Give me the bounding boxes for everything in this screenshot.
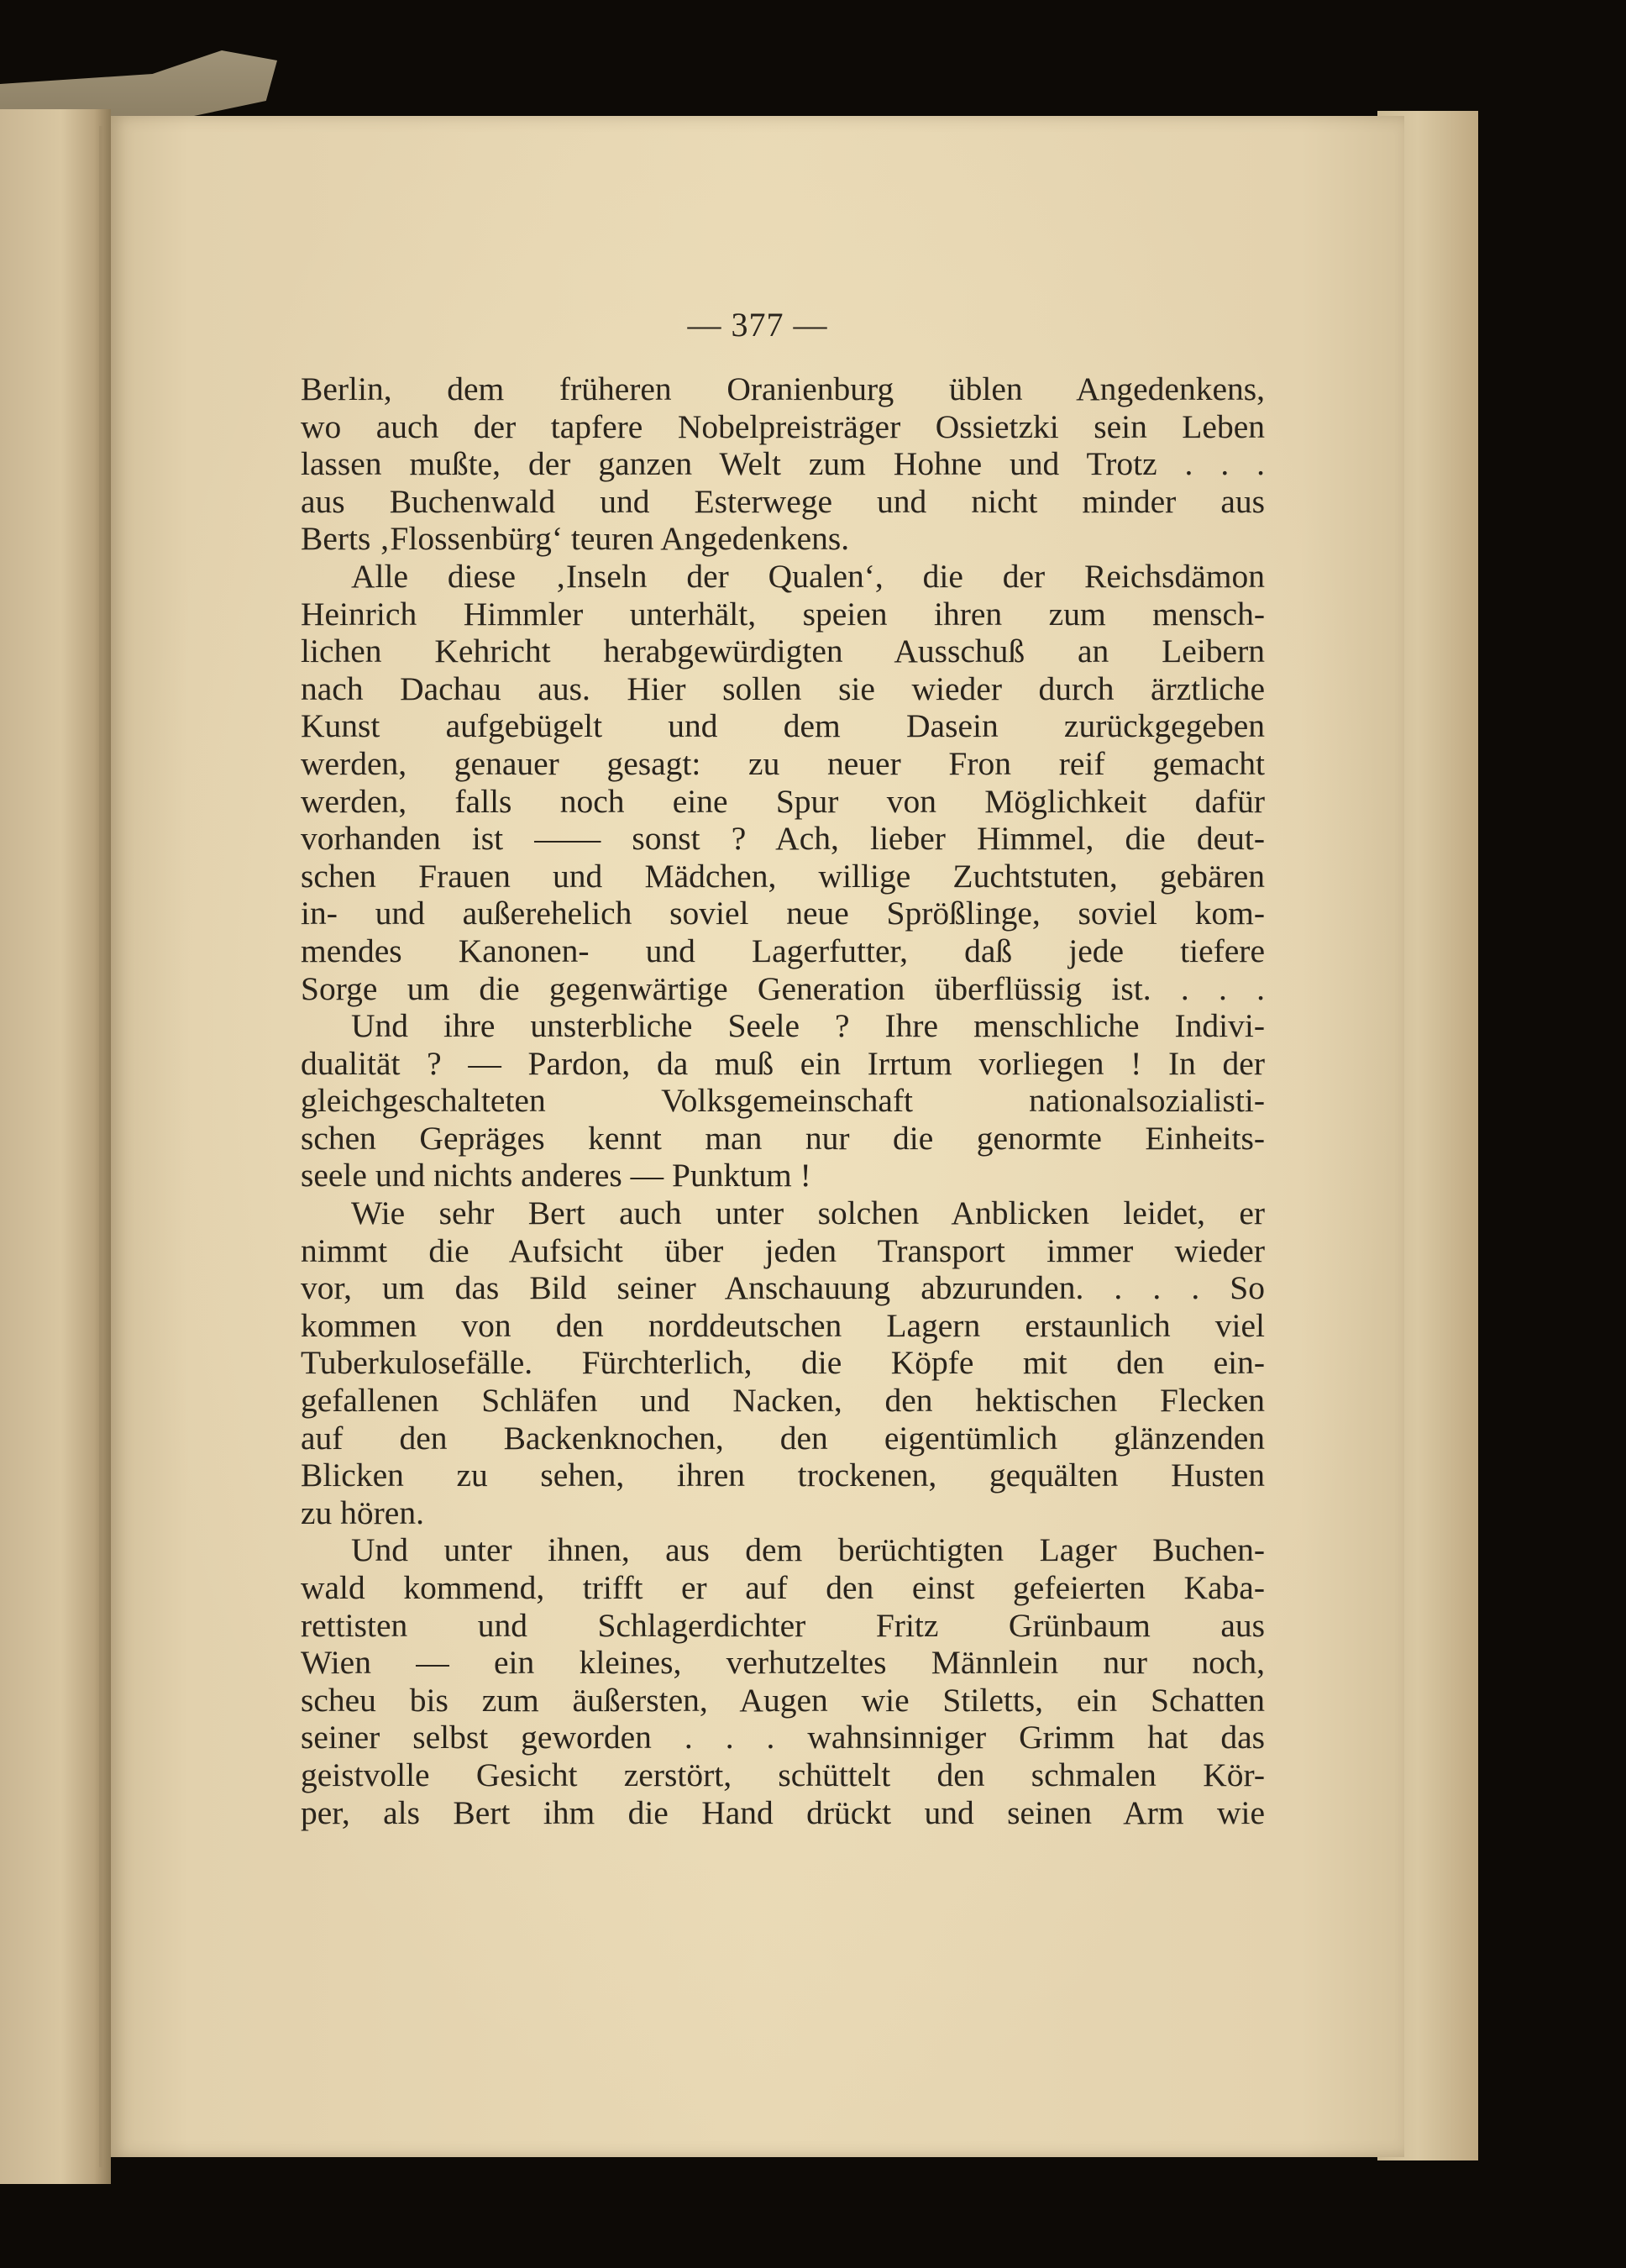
left-page-fold [99, 126, 102, 2167]
text-line: werden, genauer gesagt: zu neuer Fron reif gemacht [301, 744, 1265, 782]
text-line: geistvolle Gesicht zerstört, schüttelt den schmalen Kör- [301, 1756, 1265, 1793]
text-line: vor, um das Bild seiner Anschauung abzurunden. . . . So [301, 1269, 1265, 1307]
text-line: Berlin, dem früheren Oranienburg üblen Angedenkens, [301, 370, 1265, 407]
text-line: gleichgeschalteten Volksgemeinschaft nationalsozialisti- [301, 1082, 1265, 1120]
text-line: wo auch der tapfere Nobelpreisträger Ossietzki sein Leben [301, 407, 1265, 445]
text-line: Sorge um die gegenwärtige Generation überflüssig ist. . . . [301, 969, 1265, 1007]
text-line: auf den Backenknochen, den eigentümlich glänzenden [301, 1419, 1265, 1457]
text-line: in- und außerehelich soviel neue Sprößlinge, soviel kom- [301, 895, 1265, 932]
book-page [111, 116, 1404, 2157]
text-line: Blicken zu sehen, ihren trockenen, gequälten Husten [301, 1457, 1265, 1494]
body-text [301, 370, 1265, 1831]
text-line: Kunst aufgebügelt und dem Dasein zurückgegeben [301, 707, 1265, 745]
text-line: mendes Kanonen- und Lagerfutter, daß jede tiefere [301, 932, 1265, 969]
text-line: Und unter ihnen, aus dem berüchtigten Lager Buchen- [351, 1531, 1265, 1569]
text-line: Heinrich Himmler unterhält, speien ihren zum mensch- [301, 595, 1265, 633]
text-line: lassen mußte, der ganzen Welt zum Hohne und Trotz . . . [301, 445, 1265, 483]
text-line: per, als Bert ihm die Hand drückt und seinen Arm wie [301, 1793, 1265, 1831]
text-line: wald kommend, trifft er auf den einst gefeierten Kaba- [301, 1569, 1265, 1606]
text-line: Und ihre unsterbliche Seele ? Ihre menschliche Indivi- [351, 1007, 1265, 1045]
text-line: Tuberkulosefälle. Fürchterlich, die Köpfe mit den ein- [301, 1344, 1265, 1382]
page-number: — 377 — [687, 306, 828, 344]
text-line: Alle diese ‚Inseln der Qualen‘, die der Reichsdämon [351, 557, 1265, 595]
text-line: scheu bis zum äußersten, Augen wie Stiletts, ein Schatten [301, 1681, 1265, 1719]
text-line: nach Dachau aus. Hier sollen sie wieder durch ärztliche [301, 669, 1265, 707]
text-line: schen Frauen und Mädchen, willige Zuchtstuten, gebären [301, 857, 1265, 895]
text-line: Wie sehr Bert auch unter solchen Anblicken leidet, er [351, 1194, 1265, 1232]
text-line: lichen Kehricht herabgewürdigten Ausschuß an Leibern [301, 633, 1265, 670]
text-line: werden, falls noch eine Spur von Möglichkeit dafür [301, 782, 1265, 820]
text-line: gefallenen Schläfen und Nacken, den hektischen Flecken [301, 1382, 1265, 1420]
text-line: zu hören. [301, 1494, 424, 1531]
text-line: dualität ? — Pardon, da muß ein Irrtum vorliegen ! In der [301, 1044, 1265, 1082]
text-line: nimmt die Aufsicht über jeden Transport immer wieder [301, 1231, 1265, 1269]
text-line: aus Buchenwald und Esterwege und nicht minder aus [301, 482, 1265, 520]
text-line: schen Gepräges kennt man nur die genormte Einheits- [301, 1119, 1265, 1157]
text-line: seele und nichts anderes — Punktum ! [301, 1157, 811, 1194]
text-line: vorhanden ist —— sonst ? Ach, lieber Himmel, die deut- [301, 820, 1265, 858]
text-line: Berts ‚Flossenbürg‘ teuren Angedenkens. [301, 520, 850, 558]
text-line: rettisten und Schlagerdichter Fritz Grünbaum aus [301, 1606, 1265, 1644]
text-line: kommen von den norddeutschen Lagern erstaunlich viel [301, 1306, 1265, 1344]
left-page-edge [0, 109, 111, 2184]
text-line: seiner selbst geworden . . . wahnsinniger Grimm hat das [301, 1719, 1265, 1756]
text-line: Wien — ein kleines, verhutzeltes Männlein nur noch, [301, 1644, 1265, 1682]
